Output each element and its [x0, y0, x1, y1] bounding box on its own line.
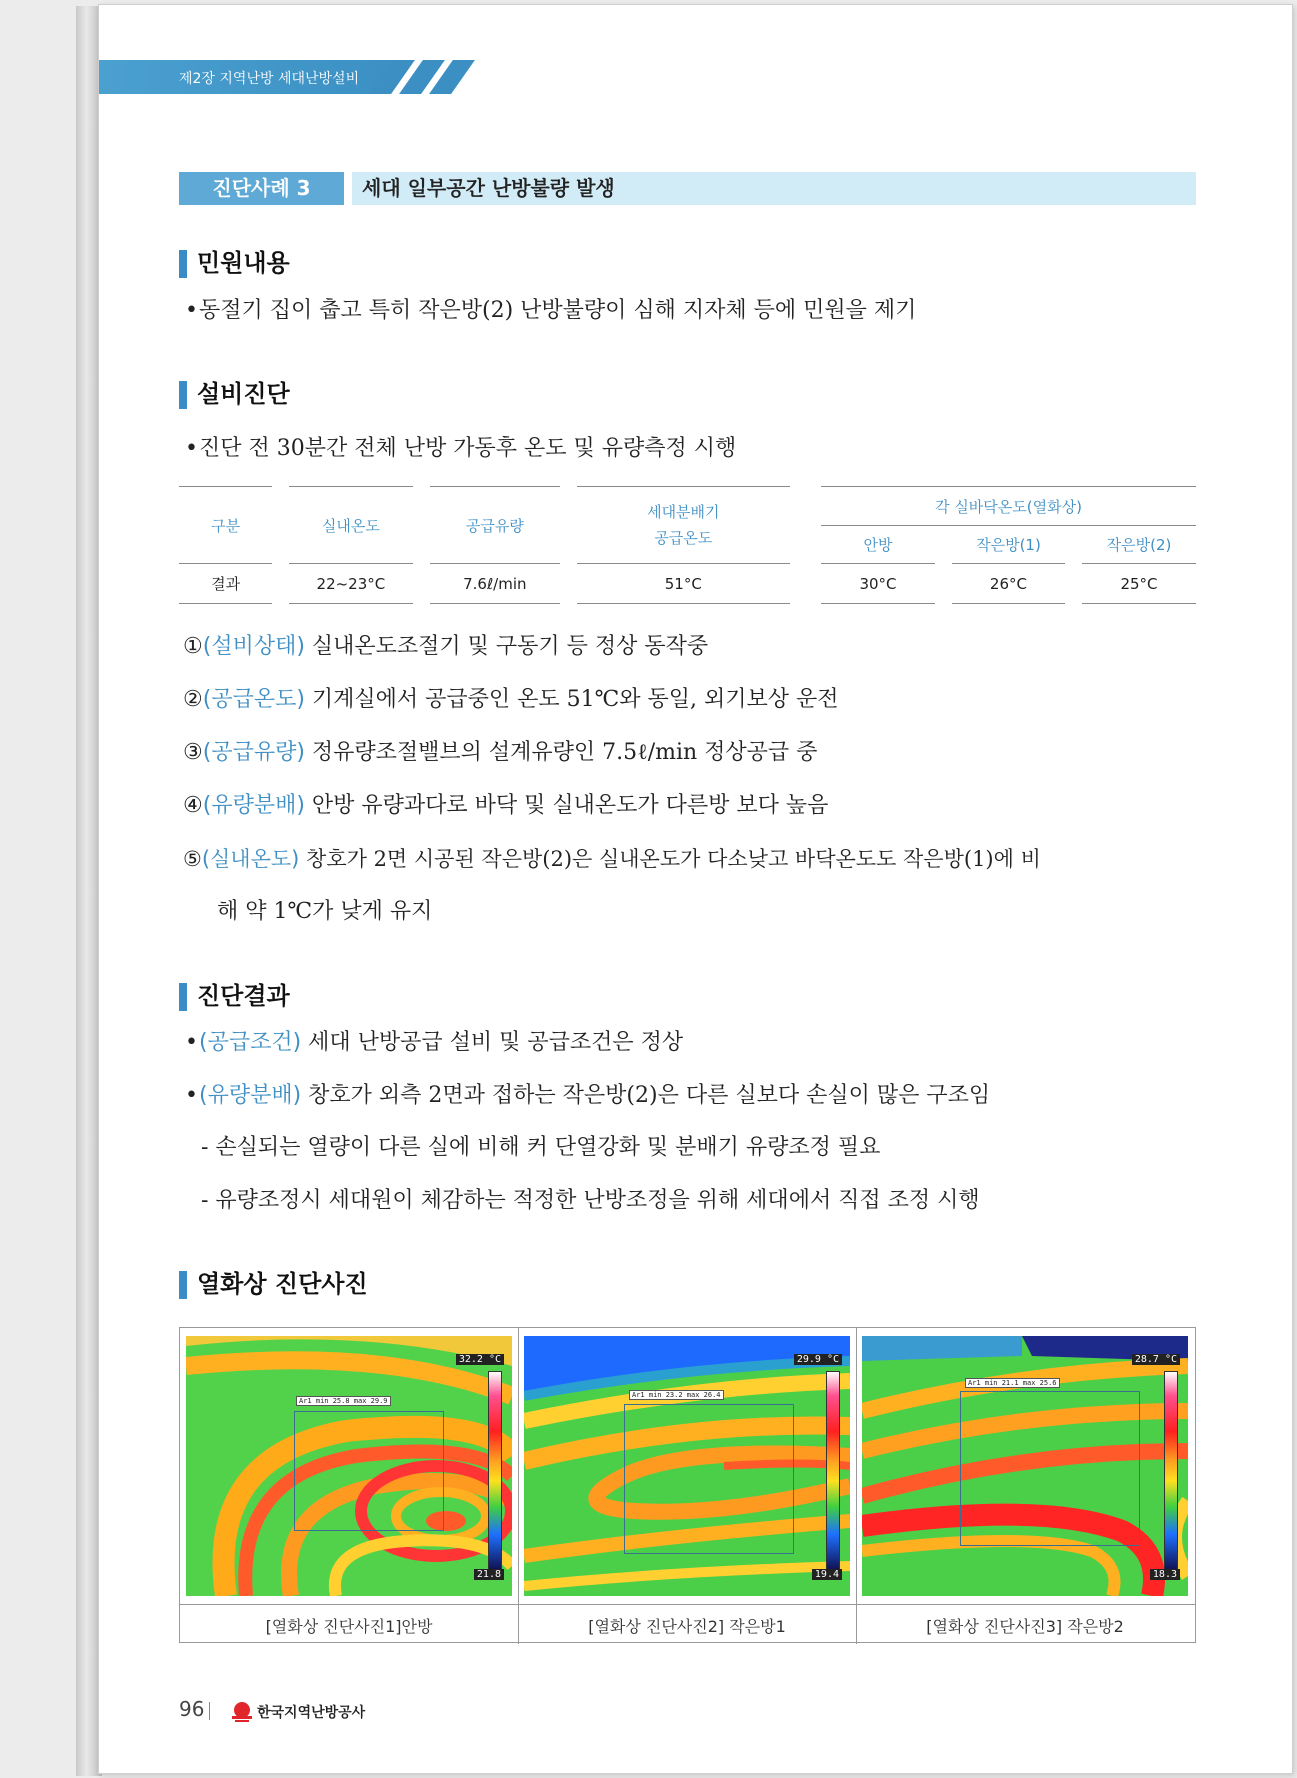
td-room-main: 30°C — [821, 564, 935, 604]
result-bullet — [185, 1027, 683, 1059]
th-flow: 공급유량 — [430, 486, 560, 564]
roi-readout: Ar1 min 21.1 max 25.6 — [965, 1378, 1060, 1388]
finding-item — [183, 737, 817, 769]
result-bullet — [185, 1080, 990, 1112]
result-text: 세대 난방공급 설비 및 공급조건은 정상 — [301, 1030, 684, 1055]
temperature-scale-bar — [826, 1371, 840, 1571]
finding-item — [183, 843, 1041, 875]
finding-tag: (공급유량) — [202, 740, 305, 765]
finding-tag: (설비상태) — [202, 634, 305, 659]
kdhc-logo-icon — [231, 1701, 253, 1723]
finding-tag: (유량분배) — [202, 793, 305, 818]
photo-caption-3: [열화상 진단사진3] 작은방2 — [926, 1617, 1124, 1636]
finding-number: ⑤ — [183, 847, 202, 871]
result-detail: - 손실되는 열량이 다른 실에 비해 커 단열강화 및 분배기 유량조정 필요 — [201, 1135, 881, 1160]
th-distributor-line1: 세대분배기 — [647, 503, 720, 521]
organization-name: 한국지역난방공사 — [257, 1705, 366, 1721]
thermal-photo-2 — [524, 1336, 850, 1596]
th-category: 구분 — [179, 486, 272, 564]
photo-caption-2: [열화상 진단사진2] 작은방1 — [588, 1617, 786, 1636]
photo-divider — [856, 1328, 857, 1644]
min-temp-label: 19.4 — [812, 1569, 842, 1580]
max-temp-label: 28.7 °C — [1132, 1354, 1180, 1365]
finding-tag: (공급온도) — [202, 687, 305, 712]
finding-text: 정유량조절밸브의 설계유량인 7.5ℓ/min 정상공급 중 — [304, 740, 818, 765]
roi-readout: Ar1 min 23.2 max 26.4 — [629, 1390, 724, 1400]
finding-text: 창호가 2면 시공된 작은방(2)은 실내온도가 다소낮고 바닥온도도 작은방(1)에 비 — [299, 847, 1041, 871]
result-detail: - 유량조정시 세대원이 체감하는 적정한 난방조정을 위해 세대에서 직접 조정 시행 — [201, 1188, 980, 1213]
th-floor-temp-group: 각 실바닥온도(열화상) — [821, 486, 1196, 526]
roi-readout: Ar1 min 25.8 max 29.9 — [296, 1396, 391, 1406]
photo-caption-1: [열화상 진단사진1]안방 — [265, 1617, 433, 1636]
bullet-mark: • — [185, 1083, 198, 1108]
thermal-photo-1 — [186, 1336, 512, 1596]
finding-number: ③ — [183, 740, 203, 765]
th-indoor: 실내온도 — [289, 486, 413, 564]
finding-number: ② — [183, 687, 203, 712]
td-indoor: 22~23°C — [289, 564, 413, 604]
finding-text: 기계실에서 공급중인 온도 51℃와 동일, 외기보상 운전 — [304, 687, 839, 712]
case-title: 세대 일부공간 난방불량 발생 — [352, 172, 1196, 205]
photo-divider — [518, 1328, 519, 1644]
measurement-area — [960, 1391, 1140, 1546]
bullet-mark: • — [185, 298, 198, 323]
th-room-main: 안방 — [821, 526, 935, 564]
th-room-small1: 작은방(1) — [952, 526, 1066, 564]
bullet-mark: • — [185, 1030, 198, 1055]
section-result-heading: 진단결과 — [179, 981, 290, 1011]
caption-divider — [180, 1604, 1195, 1605]
page-number: 96 — [179, 1697, 205, 1721]
bullet-mark: • — [185, 436, 198, 461]
section-thermal-heading: 열화상 진단사진 — [179, 1269, 368, 1299]
section-complaint-heading: 민원내용 — [179, 248, 290, 278]
td-distributor-temp: 51°C — [577, 564, 790, 604]
th-distributor-line2: 공급온도 — [654, 529, 713, 547]
finding-number: ④ — [183, 793, 203, 818]
measurement-area — [624, 1404, 794, 1554]
temperature-scale-bar — [1164, 1371, 1178, 1571]
chapter-banner — [99, 60, 499, 94]
result-tag: (공급조건) — [199, 1030, 302, 1055]
result-tag: (유량분배) — [199, 1083, 302, 1108]
complaint-text: 동절기 집이 춥고 특히 작은방(2) 난방불량이 심해 지자체 등에 민원을 제기 — [199, 298, 917, 323]
td-category: 결과 — [179, 564, 272, 604]
finding-text: 안방 유량과다로 바닥 및 실내온도가 다른방 보다 높음 — [304, 793, 829, 818]
case-number: 진단사례 3 — [179, 172, 344, 205]
min-temp-label: 18.3 — [1150, 1569, 1180, 1580]
case-header — [179, 172, 1196, 205]
thermal-photo-panel — [179, 1327, 1196, 1643]
td-flow: 7.6ℓ/min — [430, 564, 560, 604]
result-text: 창호가 외측 2면과 접하는 작은방(2)은 다른 실보다 손실이 많은 구조임 — [301, 1083, 991, 1108]
th-distributor-temp — [577, 486, 790, 564]
finding-tag: (실내온도) — [201, 847, 300, 871]
chapter-title: 제2장 지역난방 세대난방설비 — [179, 71, 360, 87]
finding-number: ① — [183, 634, 203, 659]
td-room-small2: 25°C — [1082, 564, 1196, 604]
th-room-small2: 작은방(2) — [1082, 526, 1196, 564]
max-temp-label: 32.2 °C — [456, 1354, 504, 1365]
finding-text: 실내온도조절기 및 구동기 등 정상 동작중 — [304, 634, 709, 659]
finding-item — [183, 790, 828, 822]
td-room-small1: 26°C — [952, 564, 1066, 604]
diagnosis-bullet — [185, 433, 736, 465]
finding-item — [183, 631, 708, 663]
complaint-bullet — [185, 295, 916, 327]
section-diagnosis-heading: 설비진단 — [179, 379, 290, 409]
finding-item — [183, 684, 839, 716]
max-temp-label: 29.9 °C — [794, 1354, 842, 1365]
measurement-area — [294, 1411, 444, 1531]
finding-continuation: 해 약 1℃가 낮게 유지 — [217, 899, 433, 924]
min-temp-label: 21.8 — [474, 1569, 504, 1580]
thermal-photo-3 — [862, 1336, 1188, 1596]
footer-divider — [209, 1702, 210, 1720]
diagnosis-text: 진단 전 30분간 전체 난방 가동후 온도 및 유량측정 시행 — [199, 436, 737, 461]
document-page — [98, 4, 1293, 1774]
temperature-scale-bar — [488, 1371, 502, 1571]
measurement-table — [179, 486, 1196, 604]
